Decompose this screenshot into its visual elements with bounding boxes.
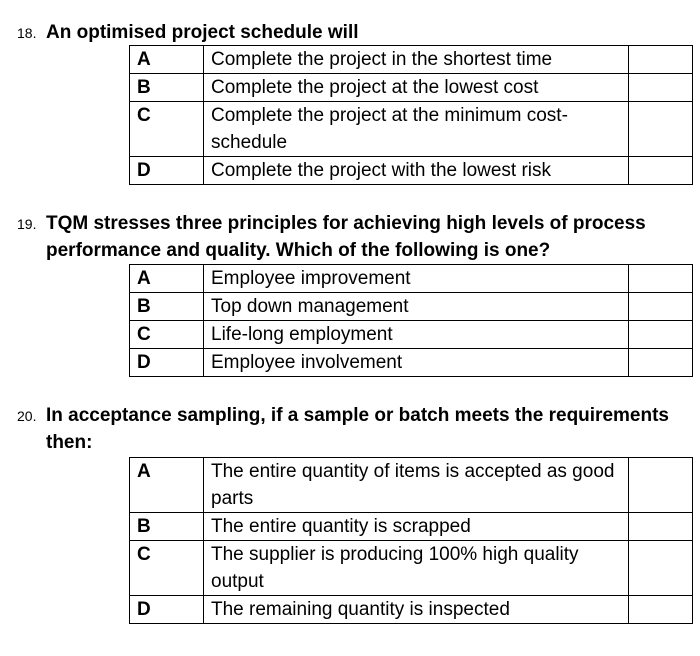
option-letter: A <box>130 265 204 293</box>
option-letter: B <box>130 74 204 102</box>
option-text: The entire quantity of items is accepted as good parts <box>204 458 629 513</box>
option-text: The remaining quantity is inspected <box>204 596 629 624</box>
question-text: In acceptance sampling, if a sample or batch meets the requirements then: <box>46 405 669 453</box>
question-number: 19. <box>17 216 37 232</box>
option-row[interactable] <box>130 541 693 596</box>
option-row[interactable] <box>130 321 693 349</box>
options-table <box>129 45 693 185</box>
option-text: Life-long employment <box>204 321 629 349</box>
option-letter: D <box>130 349 204 377</box>
option-row[interactable] <box>130 46 693 74</box>
option-text: The supplier is producing 100% high quality output <box>204 541 629 596</box>
option-row[interactable] <box>130 349 693 377</box>
answer-box[interactable] <box>629 102 693 157</box>
option-row[interactable] <box>130 596 693 624</box>
option-row[interactable] <box>130 293 693 321</box>
option-text: Employee involvement <box>204 349 629 377</box>
option-text: Top down management <box>204 293 629 321</box>
option-text: Complete the project with the lowest risk <box>204 157 629 185</box>
option-row[interactable] <box>130 458 693 513</box>
option-row[interactable] <box>130 74 693 102</box>
option-letter: C <box>130 321 204 349</box>
question-text: TQM stresses three principles for achieving high levels of process performance and quality. Which of the following is one? <box>46 213 646 261</box>
option-row[interactable] <box>130 102 693 157</box>
answer-box[interactable] <box>629 349 693 377</box>
option-text: Complete the project in the shortest time <box>204 46 629 74</box>
option-letter: A <box>130 458 204 513</box>
answer-box[interactable] <box>629 541 693 596</box>
answer-box[interactable] <box>629 157 693 185</box>
question-text: An optimised project schedule will <box>46 22 359 43</box>
option-letter: B <box>130 513 204 541</box>
answer-box[interactable] <box>629 321 693 349</box>
answer-box[interactable] <box>629 265 693 293</box>
option-text: Complete the project at the minimum cost-schedule <box>204 102 629 157</box>
answer-box[interactable] <box>629 46 693 74</box>
option-letter: C <box>130 541 204 596</box>
option-text: Complete the project at the lowest cost <box>204 74 629 102</box>
answer-box[interactable] <box>629 596 693 624</box>
option-row[interactable] <box>130 265 693 293</box>
option-letter: C <box>130 102 204 157</box>
option-letter: D <box>130 157 204 185</box>
option-letter: D <box>130 596 204 624</box>
options-table <box>129 457 693 624</box>
question-number: 20. <box>17 408 37 424</box>
question-number: 18. <box>17 25 37 41</box>
answer-box[interactable] <box>629 458 693 513</box>
option-text: Employee improvement <box>204 265 629 293</box>
option-letter: B <box>130 293 204 321</box>
option-letter: A <box>130 46 204 74</box>
options-table <box>129 264 693 377</box>
option-row[interactable] <box>130 513 693 541</box>
answer-box[interactable] <box>629 513 693 541</box>
option-row[interactable] <box>130 157 693 185</box>
answer-box[interactable] <box>629 293 693 321</box>
answer-box[interactable] <box>629 74 693 102</box>
option-text: The entire quantity is scrapped <box>204 513 629 541</box>
